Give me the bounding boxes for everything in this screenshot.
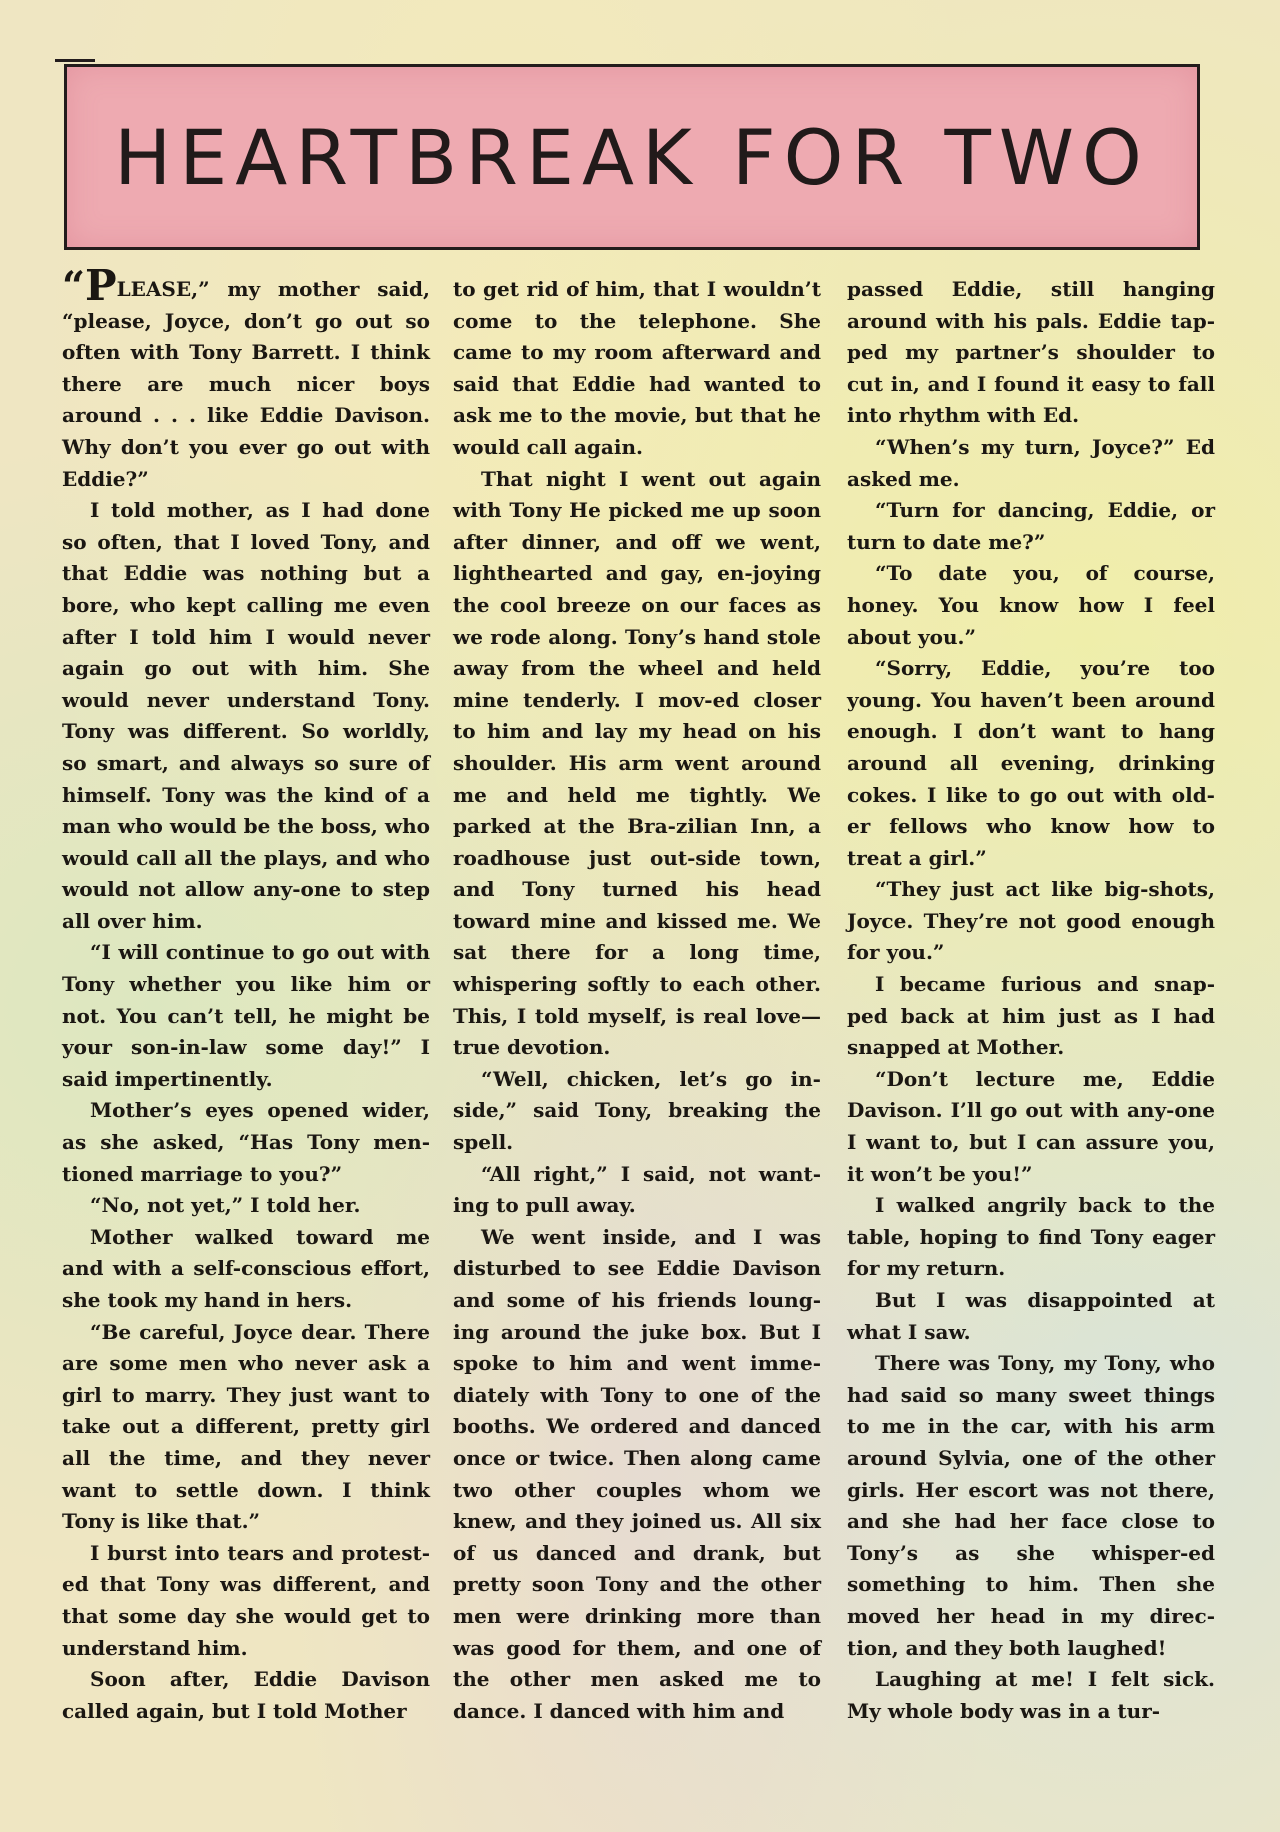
paragraph: “No, not yet,” I told her. bbox=[90, 1193, 361, 1218]
paragraph: I became furious and snap-ped back at him just as I had snapped at Mother. bbox=[847, 972, 1215, 1060]
story-title: HEARTBREAK FOR TWO bbox=[114, 113, 1150, 202]
opening-quote: “ bbox=[62, 263, 86, 310]
paragraph: “Turn for dancing, Eddie, or turn to date me?” bbox=[847, 498, 1215, 554]
paragraph: I told mother, as I had done so often, that I loved Tony, and that Eddie was nothing but a bore, who kept calling me even after I told him I would never again go out with him. She would never understand Tony. Tony was different. So worldly, so smart, and always so sure of himself. Tony was the kind of a man who would be the boss, who would call all the plays, and who would not allow any-one to step all over him. bbox=[62, 498, 430, 933]
text-column-2 bbox=[453, 274, 821, 1727]
paragraph: There was Tony, my Tony, who had said so many sweet things to me in the car, with his arm around Sylvia, one of the other girls. Her escort was not there, and she had her face close to Tony’s as she whisper-ed something to him. Then she moved her head in my direc-tion, and they both laughed! bbox=[847, 1351, 1215, 1660]
paragraph: passed Eddie, still hanging around with his pals. Eddie tap-ped my partner’s shoulder to cut in, and I found it easy to fall into rhythm with Ed. bbox=[847, 277, 1215, 428]
paragraph: Mother walked toward me and with a self-conscious effort, she took my hand in hers. bbox=[62, 1224, 430, 1312]
paragraph: I walked angrily back to the table, hoping to find Tony eager for my return. bbox=[847, 1193, 1215, 1281]
title-banner bbox=[64, 64, 1200, 250]
paragraph bbox=[62, 261, 430, 495]
text-column-1 bbox=[62, 261, 430, 1727]
paragraph: to get rid of him, that I wouldn’t come to the telephone. She came to my room afterward and said that Eddie had wanted to ask me to the movie, but that he would call again. bbox=[453, 277, 821, 459]
paragraph: “They just act like big-shots, Joyce. They’re not good enough for you.” bbox=[847, 877, 1215, 965]
paragraph: But I was disappointed at what I saw. bbox=[847, 1288, 1215, 1344]
paragraph: “Well, chicken, let’s go in-side,” said Tony, breaking the spell. bbox=[453, 1066, 821, 1155]
paragraph: “To date you, of course, honey. You know how I feel about you.” bbox=[847, 561, 1215, 649]
text-column-3 bbox=[847, 274, 1215, 1727]
paragraph: “When’s my turn, Joyce?” Ed asked me. bbox=[847, 434, 1215, 491]
paragraph: Mother’s eyes opened wider, as she asked, “Has Tony men-tioned marriage to you?” bbox=[62, 1098, 430, 1186]
paragraph: I burst into tears and protest-ed that Tony was different, and that some day she would get to understand him. bbox=[62, 1540, 430, 1660]
paragraph: “Sorry, Eddie, you’re too young. You haven’t been around enough. I don’t want to hang around all evening, drinking cokes. I like to go out with old-er fellows who know how to treat a girl.” bbox=[847, 656, 1215, 870]
paragraph-text: LEASE,” my mother said, “please, Joyce, don’t go out so often with Tony Barrett. I think there are much nicer boys around . . . like Eddie Davison. Why don’t you ever go out with Eddie?” bbox=[62, 277, 430, 491]
paragraph: Soon after, Eddie Davison called again, but I told Mother bbox=[62, 1667, 430, 1723]
paragraph: “I will continue to go out with Tony whether you like him or not. You can’t tell, he might be your son-in-law some day!” I said impertinently. bbox=[62, 940, 430, 1091]
paragraph: “All right,” I said, not want-ing to pull away. bbox=[453, 1161, 821, 1218]
paragraph: “Be careful, Joyce dear. There are some men who never ask a girl to marry. They just want to take out a different, pretty girl all the time, and they never want to settle down. I think Tony is like that.” bbox=[62, 1319, 430, 1534]
drop-cap: P bbox=[85, 261, 117, 310]
paragraph: Laughing at me! I felt sick. My whole body was in a tur- bbox=[847, 1667, 1215, 1723]
paragraph: “Don’t lecture me, Eddie Davison. I’ll go out with any-one I want to, but I can assure you, it won’t be you!” bbox=[847, 1066, 1215, 1186]
paragraph: That night I went out again with Tony He picked me up soon after dinner, and off we went, lighthearted and gay, en-joying the cool breeze on our faces as we rode along. Tony’s hand stole away from the wheel and held mine tenderly. I mov-ed closer to him and lay my head on his shoulder. His arm went around me and held me tightly. We parked at the Bra-zilian Inn, a roadhouse just out-side town, and Tony turned his head toward mine and kissed me. We sat there for a long time, whispering softly to each other. This, I told myself, is real love—true devotion. bbox=[453, 466, 821, 1060]
paragraph: We went inside, and I was disturbed to see Eddie Davison and some of his friends loung-ing around the juke box. But I spoke to him and went imme-diately with Tony to one of the booths. We ordered and danced once or twice. Then along came two other couples whom we knew, and they joined us. All six of us danced and drank, but pretty soon Tony and the other men were drinking more than was good for them, and one of the other men asked me to dance. I danced with him and bbox=[453, 1224, 821, 1723]
